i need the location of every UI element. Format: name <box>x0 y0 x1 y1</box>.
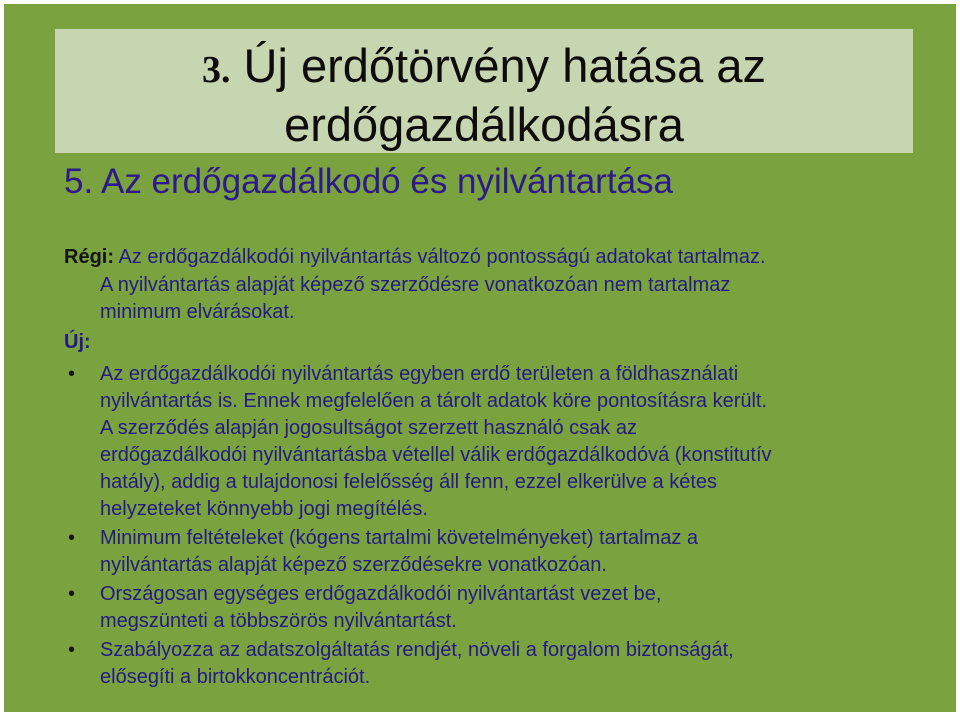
bullet-3-line-2: megszünteti a többszörös nyilvántartást. <box>100 610 457 632</box>
title-box <box>55 29 913 153</box>
bullet-dot: • <box>68 527 76 549</box>
bullet-1-line-5: hatály), addig a tulajdonosi felelősség áll fenn, ezzel elkerülve a kétes <box>100 471 718 493</box>
bullet-4-line-2: elősegíti a birtokkoncentrációt. <box>100 666 371 688</box>
bullet-1-line-2: nyilvántartás is. Ennek megfelelően a tárolt adatok köre pontosításra került. <box>100 390 768 412</box>
title-text-1: Új erdőtörvény hatása az <box>243 39 767 92</box>
slide <box>4 4 956 712</box>
old-text-1: Az erdőgazdálkodói nyilvántartás változó pontosságú adatokat tartalmaz. <box>118 246 766 268</box>
old-line-2: A nyilvántartás alapját képező szerződésre vonatkozóan nem tartalmaz <box>100 274 731 296</box>
bullet-3-line-1: Országosan egységes erdőgazdálkodói nyilvántartást vezet be, <box>100 583 662 605</box>
title-number: 3. <box>201 49 231 91</box>
old-line-3: minimum elvárásokat. <box>100 301 295 323</box>
bullet-1-line-4: erdőgazdálkodói nyilvántartásba vétellel válik erdőgazdálkodóvá (konstitutív <box>100 444 772 466</box>
bullet-dot: • <box>68 583 76 605</box>
old-label: Régi: <box>64 246 114 268</box>
bullet-dot: • <box>68 639 76 661</box>
bullet-4-line-1: Szabályozza az adatszolgáltatás rendjét, növeli a forgalom biztonságát, <box>100 639 734 661</box>
old-line-1 <box>64 244 766 271</box>
bullet-1-line-1: Az erdőgazdálkodói nyilvántartás egyben erdő területen a földhasználati <box>100 363 739 385</box>
subtitle: 5. Az erdőgazdálkodó és nyilvántartása <box>64 162 673 201</box>
bullet-1-line-6: helyzeteket könnyebb jogi megítélés. <box>100 498 428 520</box>
bullet-dot: • <box>68 363 76 385</box>
bullet-2-line-2: nyilvántartás alapját képező szerződésekre vonatkozóan. <box>100 554 607 576</box>
bullet-1-line-3: A szerződés alapján jogosultságot szerzett használó csak az <box>100 417 637 439</box>
bullet-2-line-1: Minimum feltételeket (kógens tartalmi követelményeket) tartalmaz a <box>100 527 699 549</box>
title-line-1 <box>55 39 913 92</box>
new-label: Új: <box>64 331 91 353</box>
title-line-2: erdőgazdálkodásra <box>284 98 684 151</box>
